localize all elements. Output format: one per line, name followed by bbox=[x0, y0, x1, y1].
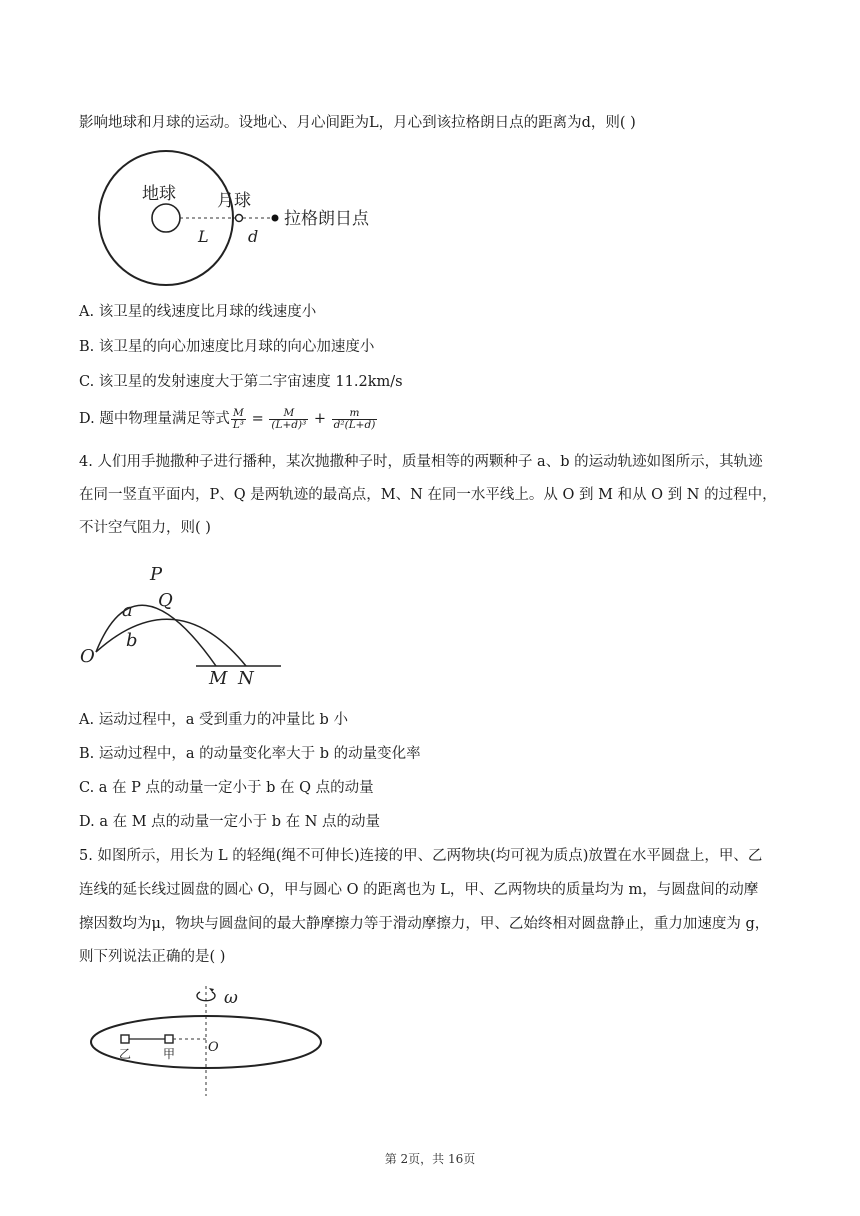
L-label: L bbox=[198, 227, 209, 246]
label-P: P bbox=[150, 564, 163, 585]
label-jia: 甲 bbox=[163, 1047, 176, 1061]
label-O-center: O bbox=[208, 1040, 219, 1055]
lagrange-dot bbox=[272, 215, 279, 222]
q4-stem-line-2: 在同一竖直平面内，P、Q 是两轨迹的最高点，M、N 在同一水平线上。从 O 到 M 和从 O 到 N 的过程中， bbox=[79, 487, 777, 503]
trajectory-b bbox=[96, 619, 246, 666]
q5-stem-line-2: 连线的延长线过圆盘的圆心 O，甲与圆心 O 的距离也为 L，甲、乙两物块的质量均为 m，与圆盘间的动摩 bbox=[79, 882, 759, 898]
omega-label: ω bbox=[224, 988, 238, 1008]
q3-option-d-prefix: D. 题中物理量满足等式 bbox=[79, 411, 230, 427]
moon-dot bbox=[236, 215, 243, 222]
seed-trajectory-figure bbox=[78, 560, 288, 690]
d-label: d bbox=[248, 227, 259, 246]
formula-fraction-3: $\frac{m}{\text{d²(L+d)}}$ bbox=[333, 406, 376, 431]
label-b: b bbox=[126, 630, 138, 651]
trajectory-a bbox=[96, 605, 216, 666]
earth-label: 地球 bbox=[142, 184, 176, 203]
q4-option-d: D. a 在 M 点的动量一定小于 b 在 N 点的动量 bbox=[79, 814, 381, 830]
q3-option-d: D. 题中物理量满足等式 $\frac{M}{\text{L³}}$ = $\frac{M}{\text{(L+d)³}}$ + $\frac{m}{\text{d²(L+d)}}$ bbox=[79, 406, 376, 431]
q5-stem-line-1: 5. 如图所示，用长为 L 的轻绳(绳不可伸长)连接的甲、乙两物块(均可视为质点)放置在水平圆盘上，甲、乙 bbox=[79, 848, 763, 864]
label-O: O bbox=[80, 646, 95, 667]
block-jia bbox=[165, 1035, 173, 1043]
q3-option-b: B. 该卫星的向心加速度比月球的向心加速度小 bbox=[79, 339, 375, 355]
earth-moon-lagrange-figure bbox=[88, 150, 398, 290]
q5-stem-line-4: 则下列说法正确的是( ) bbox=[79, 949, 226, 965]
earth-circle bbox=[152, 204, 180, 232]
moon-label: 月球 bbox=[217, 191, 251, 210]
q4-option-b: B. 运动过程中，a 的动量变化率大于 b 的动量变化率 bbox=[79, 746, 421, 762]
rotating-disc-figure bbox=[86, 978, 326, 1098]
label-yi: 乙 bbox=[119, 1047, 132, 1061]
q4-stem-line-1: 4. 人们用手抛撒种子进行播种，某次抛撒种子时，质量相等的两颗种子 a、b 的运动轨迹如图所示，其轨迹 bbox=[79, 454, 763, 470]
label-N: N bbox=[238, 668, 254, 689]
label-M: M bbox=[209, 668, 228, 689]
formula-fraction-2: $\frac{M}{\text{(L+d)³}}$ bbox=[271, 406, 307, 431]
q3-option-a: A. 该卫星的线速度比月球的线速度小 bbox=[79, 304, 317, 320]
q5-stem-line-3: 擦因数均为μ，物块与圆盘间的最大静摩擦力等于滑动摩擦力，甲、乙始终相对圆盘静止，重力加速度为 g， bbox=[79, 916, 770, 932]
q3-stem: 影响地球和月球的运动。设地心、月心间距为L，月心到该拉格朗日点的距离为d，则( ) bbox=[79, 115, 636, 131]
block-yi bbox=[121, 1035, 129, 1043]
page-footer: 第 2页，共 16页 bbox=[384, 1152, 476, 1166]
q4-stem-line-3: 不计空气阻力，则( ) bbox=[79, 520, 211, 536]
q3-option-c: C. 该卫星的发射速度大于第二宇宙速度 11.2km/s bbox=[79, 374, 403, 390]
lagrange-label: 拉格朗日点 bbox=[284, 209, 369, 228]
formula-fraction-1: $\frac{M}{\text{L³}}$ bbox=[232, 406, 245, 431]
q4-option-a: A. 运动过程中，a 受到重力的冲量比 b 小 bbox=[79, 712, 348, 728]
label-a: a bbox=[122, 600, 133, 621]
label-Q: Q bbox=[158, 590, 173, 611]
q4-option-c: C. a 在 P 点的动量一定小于 b 在 Q 点的动量 bbox=[79, 780, 374, 796]
